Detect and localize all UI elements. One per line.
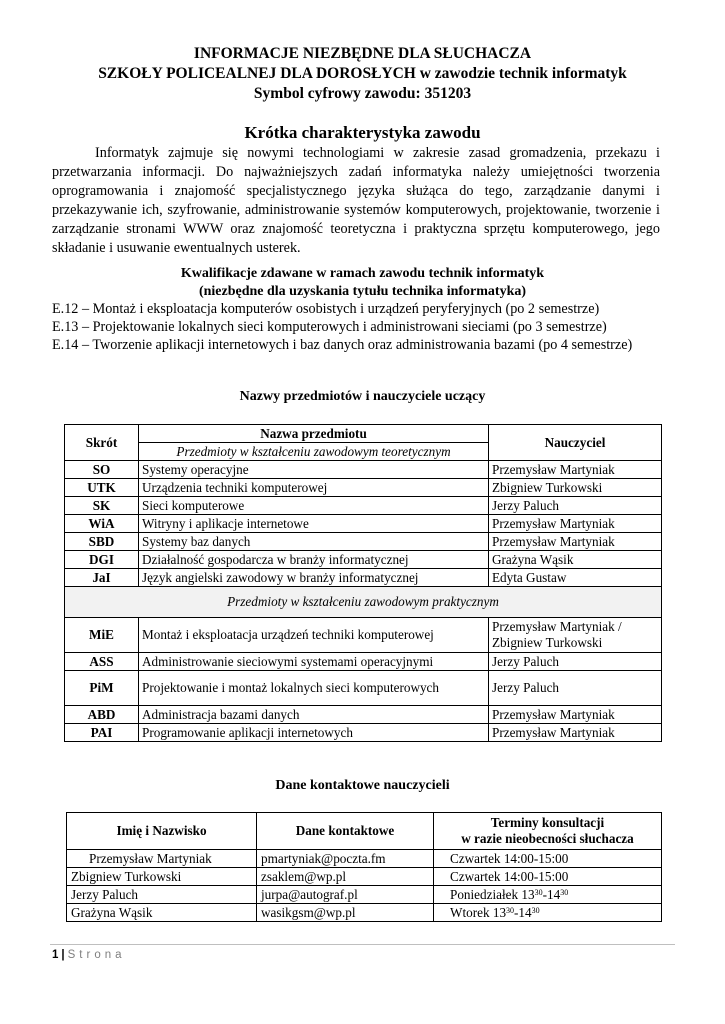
subject-teacher: Grażyna Wąsik xyxy=(489,551,662,569)
subject-code: SBD xyxy=(65,533,139,551)
col-header-terms xyxy=(434,813,662,850)
contacts-table xyxy=(66,812,662,922)
subject-name: Witryny i aplikacje internetowe xyxy=(139,515,489,533)
subjects-table xyxy=(64,424,662,742)
subject-teacher: Przemysław Martyniak xyxy=(489,706,662,724)
term-to-minutes: 30 xyxy=(531,905,540,915)
subject-name: Projektowanie i montaż lokalnych sieci komputerowych xyxy=(139,671,489,706)
table-row xyxy=(65,461,662,479)
subject-teacher: Jerzy Paluch xyxy=(489,497,662,515)
footer-separator: | xyxy=(61,949,65,961)
teacher-name: Jerzy Paluch xyxy=(67,886,257,904)
subject-code: ASS xyxy=(65,653,139,671)
subject-teacher: Przemysław Martyniak xyxy=(489,461,662,479)
teacher-name: Przemysław Martyniak xyxy=(67,850,257,868)
consultation-term xyxy=(434,886,662,904)
qualification-item: E.13 – Projektowanie lokalnych sieci komputerowych i administrowani sieciami (po 3 semestrze) xyxy=(52,319,607,335)
subject-teacher: Przemysław Martyniak xyxy=(489,515,662,533)
qualification-item: E.12 – Montaż i eksploatacja komputerów osobistych i urządzeń peryferyjnych (po 2 semestrze) xyxy=(52,301,600,317)
table-row xyxy=(65,724,662,742)
table-row xyxy=(67,868,662,886)
table-row xyxy=(67,886,662,904)
subject-name: Sieci komputerowe xyxy=(139,497,489,515)
term-from: 13 xyxy=(492,904,507,920)
term-day: Poniedziałek xyxy=(450,886,519,902)
term-from: 14:00 xyxy=(503,868,534,884)
col-header-teacher: Nauczyciel xyxy=(489,425,662,461)
subject-code: SK xyxy=(65,497,139,515)
page-number: 1 xyxy=(52,949,59,961)
subject-teacher: Jerzy Paluch xyxy=(489,653,662,671)
terms-header-line-1: Terminy konsultacji xyxy=(490,815,605,830)
subject-code: DGI xyxy=(65,551,139,569)
table-row xyxy=(65,497,662,515)
table-row xyxy=(65,551,662,569)
term-to: -14 xyxy=(542,886,561,902)
term-from: 13 xyxy=(521,886,535,902)
doc-title-line-1: INFORMACJE NIEZBĘDNE DLA SŁUCHACZA xyxy=(193,45,532,62)
teacher-email: zsaklem@wp.pl xyxy=(257,868,434,886)
term-to: -14 xyxy=(514,904,532,920)
qualifications-heading-1: Kwalifikacje zdawane w ramach zawodu technik informatyk xyxy=(180,266,545,281)
table-row xyxy=(65,618,662,653)
teacher-name: Zbigniew Turkowski xyxy=(67,868,257,886)
subject-teacher: Jerzy Paluch xyxy=(489,671,662,706)
teacher-email: pmartyniak@poczta.fm xyxy=(257,850,434,868)
table-row xyxy=(65,533,662,551)
table-row xyxy=(67,850,662,868)
characteristics-text: Informatyk zajmuje się nowymi technologiami w zakresie zasad gromadzenia, przekazu i przetwarzania informacji. Do najważniejszych zadań informatyka należy umiejętności tworzenia oprogramowania i znajomość specjalistycznego języka służąca do tego, zarządzanie danymi i przekazywanie ich, szyfrowanie, administrowanie systemów komputerowych, projektowanie, tworzenie i zarządzanie stronami WWW oraz znajomość teoretyczna i praktyczna sprzętu komputerowego, jego składanie i usuwanie ewentualnych usterek. xyxy=(52,145,660,256)
footer-divider xyxy=(50,944,675,945)
table-row xyxy=(65,479,662,497)
term-to: -15:00 xyxy=(533,868,569,884)
consultation-term xyxy=(434,868,662,886)
term-to-minutes: 30 xyxy=(560,887,569,897)
table-row xyxy=(65,569,662,587)
subject-name: Administrowanie sieciowymi systemami operacyjnymi xyxy=(139,653,489,671)
subject-code: PAI xyxy=(65,724,139,742)
table-row xyxy=(65,671,662,706)
subject-teacher: Przemysław Martyniak / Zbigniew Turkowski xyxy=(489,618,662,653)
subject-code: UTK xyxy=(65,479,139,497)
term-from-minutes: 30 xyxy=(534,887,543,897)
subject-name: Administracja bazami danych xyxy=(139,706,489,724)
col-header-contact: Dane kontaktowe xyxy=(257,813,434,850)
subjects-heading: Nazwy przedmiotów i nauczyciele uczący xyxy=(239,389,486,404)
teacher-name: Grażyna Wąsik xyxy=(67,904,257,922)
subject-name: Systemy baz danych xyxy=(139,533,489,551)
term-from-minutes: 30 xyxy=(506,905,515,915)
consultation-term xyxy=(434,850,662,868)
term-day: Czwartek xyxy=(450,868,501,884)
qualifications-heading-2: (niezbędne dla uzyskania tytułu technika informatyka) xyxy=(198,284,527,299)
subject-code: MiE xyxy=(65,618,139,653)
subject-name: Język angielski zawodowy w branży informatycznej xyxy=(139,569,489,587)
term-from: 14:00 xyxy=(503,850,534,866)
table-row xyxy=(65,515,662,533)
page-word: Strona xyxy=(67,949,126,961)
theory-section-label: Przedmioty w kształceniu zawodowym teoretycznym xyxy=(139,443,489,461)
col-header-name: Imię i Nazwisko xyxy=(67,813,257,850)
subject-name: Systemy operacyjne xyxy=(139,461,489,479)
term-day: Wtorek xyxy=(450,904,490,920)
contacts-heading: Dane kontaktowe nauczycieli xyxy=(275,778,450,793)
col-header-subject: Nazwa przedmiotu xyxy=(139,425,489,443)
subject-name: Urządzenia techniki komputerowej xyxy=(139,479,489,497)
page-footer xyxy=(52,949,126,961)
characteristics-heading: Krótka charakterystyka zawodu xyxy=(244,123,481,142)
subject-teacher: Przemysław Martyniak xyxy=(489,724,662,742)
subject-name: Programowanie aplikacji internetowych xyxy=(139,724,489,742)
term-to: -15:00 xyxy=(533,850,569,866)
consultation-term xyxy=(434,904,662,922)
table-row xyxy=(65,653,662,671)
subject-teacher: Przemysław Martyniak xyxy=(489,533,662,551)
subject-code: PiM xyxy=(65,671,139,706)
teacher-email: jurpa@autograf.pl xyxy=(257,886,434,904)
subject-name: Montaż i eksploatacja urządzeń techniki komputerowej xyxy=(139,618,489,653)
term-day: Czwartek xyxy=(450,850,501,866)
table-row xyxy=(65,706,662,724)
subject-code: JaI xyxy=(65,569,139,587)
subject-code: ABD xyxy=(65,706,139,724)
subject-name: Działalność gospodarcza w branży informatycznej xyxy=(139,551,489,569)
characteristics-paragraph xyxy=(52,144,660,258)
terms-header-line-2: w razie nieobecności słuchacza xyxy=(461,831,634,846)
subject-code: WiA xyxy=(65,515,139,533)
practice-section-label: Przedmioty w kształceniu zawodowym praktycznym xyxy=(65,587,662,618)
table-row xyxy=(67,904,662,922)
doc-title-line-3: Symbol cyfrowy zawodu: 351203 xyxy=(253,85,472,102)
col-header-code: Skrót xyxy=(65,425,139,461)
subject-teacher: Zbigniew Turkowski xyxy=(489,479,662,497)
subject-teacher: Edyta Gustaw xyxy=(489,569,662,587)
doc-title-line-2: SZKOŁY POLICEALNEJ DLA DOROSŁYCH w zawodzie technik informatyk xyxy=(98,65,627,82)
teacher-email: wasikgsm@wp.pl xyxy=(257,904,434,922)
subject-code: SO xyxy=(65,461,139,479)
qualification-item: E.14 – Tworzenie aplikacji internetowych i baz danych oraz administrowania bazami (po 4 semestrze) xyxy=(52,337,633,353)
